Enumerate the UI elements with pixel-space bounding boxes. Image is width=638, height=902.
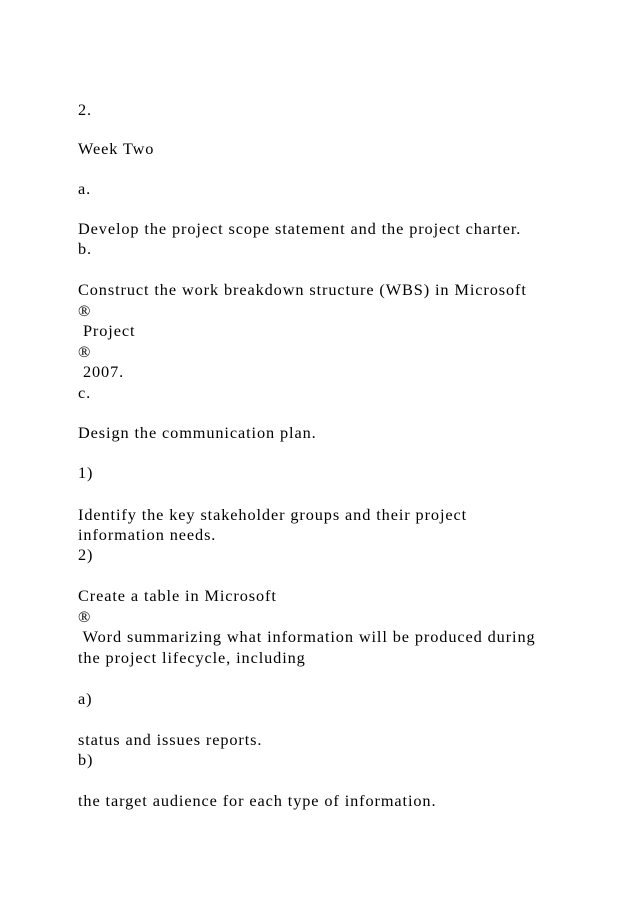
registered-mark: ® <box>78 607 92 626</box>
task-text: status and issues reports. <box>78 730 263 749</box>
task-text: Construct the work breakdown structure (WBS) in Microsoft <box>78 280 527 299</box>
registered-mark: ® <box>78 301 92 320</box>
sub-item-letter: a) <box>78 689 93 708</box>
sub-item-letter: b) <box>78 750 94 769</box>
item-letter: c. <box>78 383 92 402</box>
item-letter: a. <box>78 179 92 198</box>
task-text: Develop the project scope statement and the project charter. <box>78 219 522 238</box>
task-text: Create a table in Microsoft <box>78 586 277 605</box>
task-text: Word summarizing what information will be produced during <box>78 627 536 646</box>
task-text: Design the communication plan. <box>78 423 317 442</box>
sub-item-number: 2) <box>78 545 94 564</box>
task-text: 2007. <box>78 362 125 381</box>
registered-mark: ® <box>78 342 92 361</box>
item-number: 2. <box>78 100 93 119</box>
task-text: the target audience for each type of information. <box>78 791 437 810</box>
task-text: the project lifecycle, including <box>78 648 306 667</box>
item-letter: b. <box>78 239 93 258</box>
task-text: information needs. <box>78 525 217 544</box>
sub-item-number: 1) <box>78 463 94 482</box>
task-text: Identify the key stakeholder groups and their project <box>78 505 468 524</box>
week-heading: Week Two <box>78 139 155 158</box>
task-text: Project <box>78 321 136 340</box>
